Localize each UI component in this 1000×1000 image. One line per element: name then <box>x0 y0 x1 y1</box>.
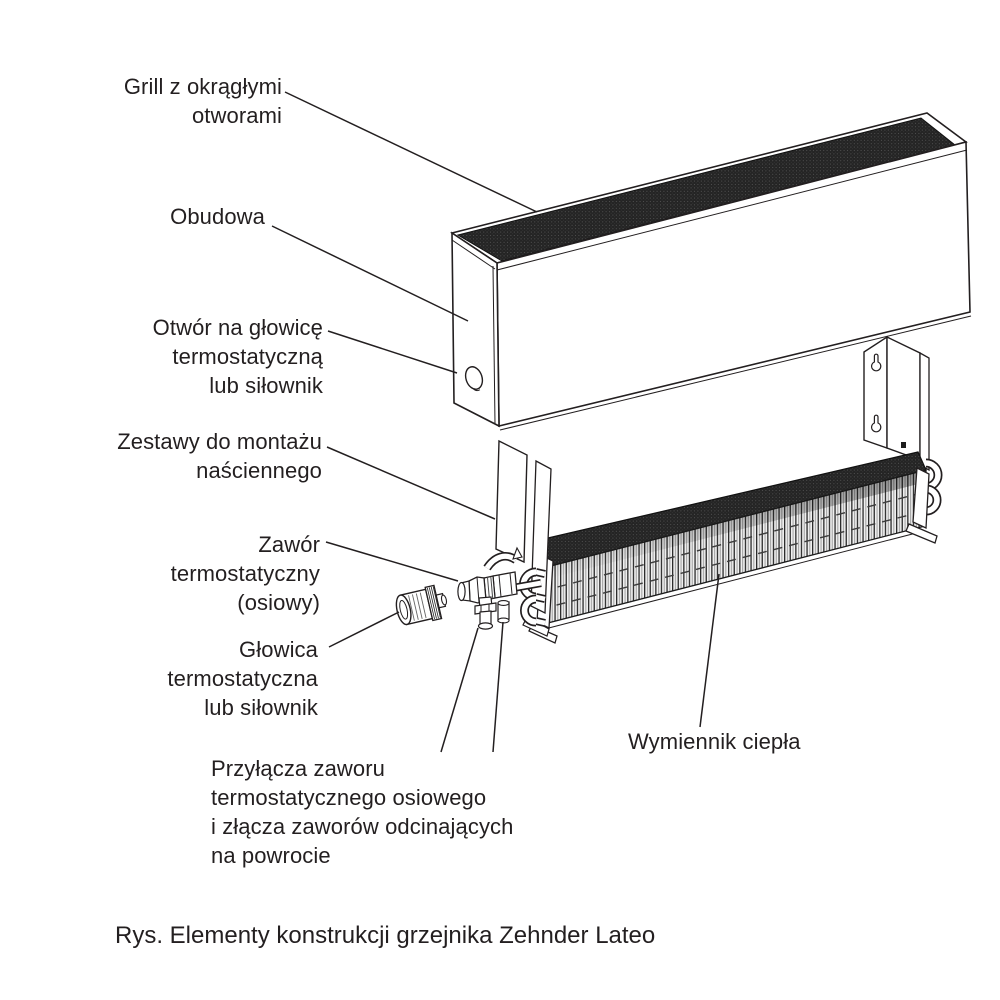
figure-caption: Rys. Elementy konstrukcji grzejnika Zehnder Lateo <box>115 922 656 949</box>
leader-przylacza-a <box>441 628 478 752</box>
thermostatic-head <box>393 583 450 627</box>
label-obudowa-line1: Obudowa <box>170 204 265 229</box>
label-glowica <box>167 635 318 722</box>
leader-zestawy <box>327 447 495 519</box>
label-obudowa <box>170 202 265 231</box>
leader-otwor <box>328 331 457 373</box>
leader-wymiennik <box>700 574 719 727</box>
label-grill <box>124 72 282 130</box>
label-glowica-line2: termostatyczna <box>167 666 318 691</box>
label-przylacza-line1: Przyłącza zaworu <box>211 756 385 781</box>
label-zawor-line3: (osiowy) <box>237 590 320 615</box>
label-grill-line2: otworami <box>191 103 282 128</box>
label-przylacza-line3: i złącza zaworów odcinających <box>211 814 514 839</box>
label-grill-line1: Grill z okrągłymi <box>123 74 282 99</box>
label-zawor <box>171 530 320 617</box>
label-glowica-line1: Głowica <box>239 637 318 662</box>
label-otwor-line1: Otwór na głowicę <box>152 315 323 340</box>
leader-obudowa <box>272 226 468 321</box>
bracket-right-side <box>887 337 920 460</box>
bracket-right-flange <box>920 353 929 470</box>
label-przylacza-line4: na powrocie <box>211 843 331 868</box>
label-zawor-line1: Zawór <box>258 532 320 557</box>
label-zestawy-line1: Zestawy do montażu <box>117 429 322 454</box>
bracket-left-plate <box>496 441 527 562</box>
label-otwor-line2: termostatyczną <box>172 344 323 369</box>
label-wymiennik <box>628 727 801 756</box>
casing-left-end <box>452 233 499 426</box>
heat-exchanger <box>540 452 926 630</box>
valve-head-mount <box>458 583 465 601</box>
valve-connection-a <box>479 623 493 629</box>
bracket-screw-hole <box>901 442 906 448</box>
leader-grill <box>285 92 537 212</box>
wall-bracket-right <box>864 337 929 470</box>
label-wymiennik-line1: Wymiennik ciepła <box>628 729 801 754</box>
valve-body <box>493 572 517 598</box>
label-zestawy <box>117 427 322 485</box>
label-przylacza-line2: termostatycznego osiowego <box>211 785 487 810</box>
label-przylacza <box>211 754 513 870</box>
label-otwor <box>153 313 323 400</box>
label-glowica-line3: lub siłownik <box>204 695 318 720</box>
leader-glowica <box>329 612 399 647</box>
label-otwor-line3: lub siłownik <box>209 373 323 398</box>
leader-zawor <box>326 542 458 581</box>
label-zestawy-line2: naściennego <box>196 458 322 483</box>
leader-przylacza-b <box>493 622 503 752</box>
label-zawor-line2: termostatyczny <box>170 561 320 586</box>
